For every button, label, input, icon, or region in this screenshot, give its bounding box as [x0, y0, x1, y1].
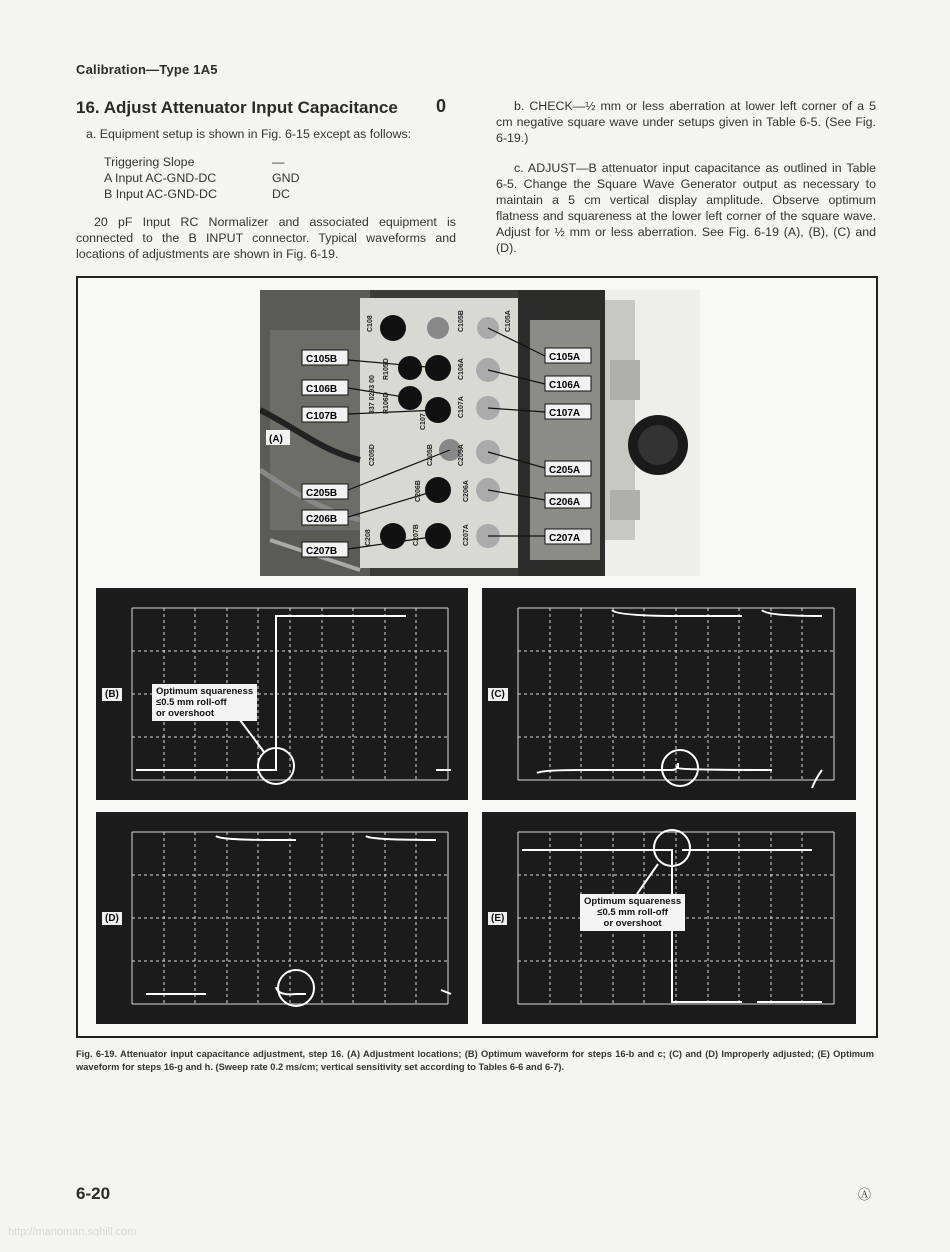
board-label-2: C105A: [505, 310, 512, 332]
setup-value: DC: [272, 187, 290, 201]
note-line: Optimum squareness: [156, 686, 254, 697]
callout-right-5: C207A: [549, 533, 581, 544]
callout-right-4: C206A: [549, 497, 581, 508]
board-label-8: C107: [420, 413, 427, 430]
board-label-12: C206B: [415, 480, 422, 502]
callout-right-2: C107A: [549, 408, 581, 419]
callout-left-2: C107B: [306, 411, 338, 422]
callout-left-5: C207B: [306, 546, 338, 557]
right-column: [496, 98, 876, 256]
para-b: b. CHECK—½ mm or less aberration at lower left corner of a 5 cm negative square wave under setups given in Table 6-5. (See Fig. 6-19.): [496, 99, 876, 145]
step-title-text: 16. Adjust Attenuator Input Capacitance: [76, 98, 398, 117]
scope-e-label: (E): [488, 912, 507, 925]
scope-c-label: (C): [488, 688, 508, 701]
scope-e: [482, 812, 856, 1024]
left-column: [76, 126, 456, 262]
note-line: or overshoot: [603, 918, 662, 929]
para-a: a. Equipment setup is shown in Fig. 6-15 except as follows:: [86, 127, 412, 141]
note-line: Optimum squareness: [584, 896, 682, 907]
scope-e-note: [580, 894, 685, 931]
figure-caption: Fig. 6-19. Attenuator input capacitance adjustment, step 16. (A) Adjustment locations; (B) Optimum waveform for steps 16-b and c; (C) and (D) Improperly adjusted; (E) Optimum waveform for steps 16-g and h. (Sweep rate 0.2 ms/cm; vertical sensitivity set according to Tables 6-6 and 6-7).: [76, 1049, 874, 1072]
scope-b-note: [152, 684, 257, 721]
callout-right-0: C105A: [549, 352, 581, 363]
board-label-7: C107A: [458, 396, 465, 418]
scope-c: [482, 588, 856, 800]
scope-c-graticule: [482, 588, 856, 800]
board-label-11: C205A: [458, 444, 465, 466]
board-label-0: C108: [367, 315, 374, 332]
board-label-16: C207A: [463, 524, 470, 546]
board-label-4: C106A: [458, 358, 465, 380]
note-line: ≤0.5 mm roll-off: [597, 907, 668, 918]
running-head: Calibration—Type 1A5: [76, 62, 218, 77]
setup-row: [104, 186, 300, 202]
callout-left-1: C106B: [306, 384, 338, 395]
panel-label-a: (A): [269, 434, 283, 445]
board-label-3: R105D: [383, 358, 390, 380]
scope-b: [96, 588, 468, 800]
setup-row: [104, 154, 300, 170]
board-label-6: R106D: [383, 392, 390, 414]
scope-d: [96, 812, 468, 1024]
callout-left-3: C205B: [306, 488, 338, 499]
note-line: or overshoot: [156, 708, 215, 719]
board-label-10: C205B: [427, 444, 434, 466]
board-label-13: C206A: [463, 480, 470, 502]
edition-mark: Ⓐ: [858, 1187, 872, 1202]
step-mark: 0: [436, 96, 447, 116]
note-line: ≤0.5 mm roll-off: [156, 697, 227, 708]
step-title: [76, 96, 447, 118]
watermark: http://manoman.sqhill.com: [8, 1226, 137, 1238]
board-label-5: 337 0293 00: [369, 375, 376, 414]
board-label-15: C207B: [413, 524, 420, 546]
callout-right-3: C205A: [549, 465, 581, 476]
scope-d-graticule: [96, 812, 468, 1024]
setup-label: A Input AC-GND-DC: [104, 171, 217, 185]
scope-d-label: (D): [102, 912, 122, 925]
setup-label: Triggering Slope: [104, 155, 195, 169]
board-label-9: C205D: [369, 444, 376, 466]
para-normalizer: 20 pF Input RC Normalizer and associated equipment is connected to the B INPUT connector. Typical waveforms and locations of adjustments are shown in Fig. 6-19.: [76, 215, 456, 261]
setup-value: —: [272, 155, 285, 169]
callout-left-4: C206B: [306, 514, 338, 525]
adjustment-photo: [260, 290, 700, 576]
board-label-14: C208: [365, 529, 372, 546]
para-c: c. ADJUST—B attenuator input capacitance as outlined in Table 6-5. Change the Square Wave Generator output as necessary to maintain a 5 cm vertical display amplitude. Observe optimum flatness and squareness at the lower left corner of the square wave. Adjust for ½ mm or less aberration. See Fig. 6-19 (A), (B), (C) and (D).: [496, 161, 876, 255]
page-number: 6-20: [76, 1184, 111, 1203]
scope-b-label: (B): [102, 688, 122, 701]
callout-left-0: C105B: [306, 354, 338, 365]
callout-right-1: C106A: [549, 380, 581, 391]
setup-value: GND: [272, 171, 300, 185]
board-label-1: C105B: [458, 310, 465, 332]
setup-table: [104, 154, 300, 202]
setup-row: [104, 170, 300, 186]
setup-label: B Input AC-GND-DC: [104, 187, 217, 201]
